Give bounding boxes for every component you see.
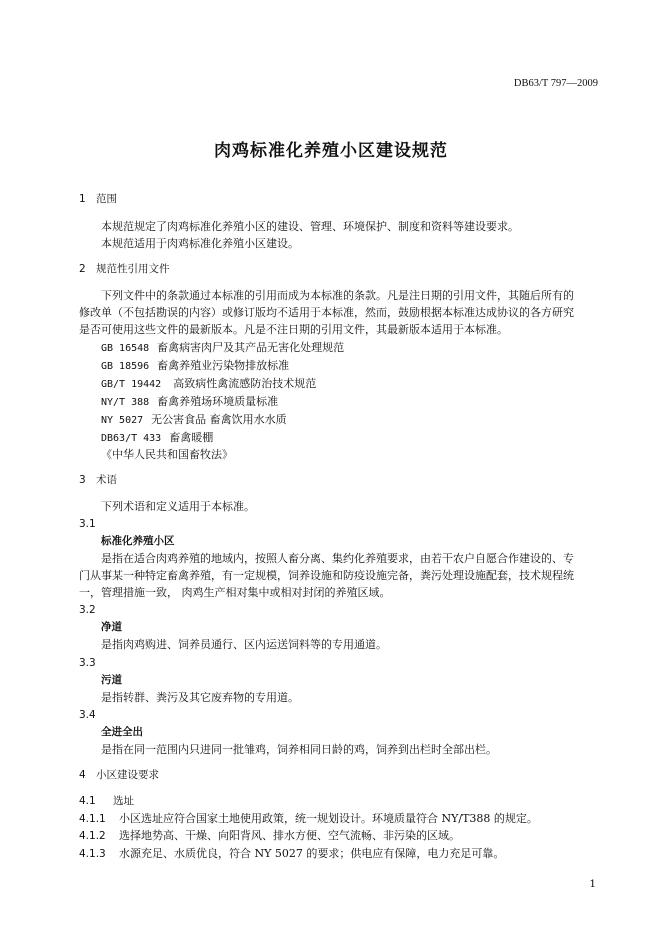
term-name: 污道 xyxy=(101,674,122,686)
reference-title: 畜禽养殖业污染物排放标准 xyxy=(157,359,290,372)
reference-title: 高致病性禽流感防治技术规范 xyxy=(173,377,317,390)
section-title: 术语 xyxy=(96,474,117,486)
clause-number: 4.1.3 xyxy=(79,848,106,860)
section-2-heading xyxy=(79,262,170,277)
paragraph-line: 修改单（不包括勘误的内容）或修订版均不适用于本标准，然而，鼓励根据本标准达成协议的各方研究 xyxy=(79,306,574,319)
section-title: 小区建设要求 xyxy=(96,769,159,781)
definition-line: 是指在同一范围内只进同一批雏鸡，饲养相同日龄的鸡，饲养到出栏时全部出栏。 xyxy=(101,743,497,756)
definition-line: 门从事某一种特定畜禽养殖，有一定规模，饲养设施和防疫设施完备，粪污处理设施配套，技术规程统 xyxy=(79,569,574,582)
paragraph-line: 下列文件中的条款通过本标准的引用而成为本标准的条款。凡是注日期的引用文件，其随后所有的 xyxy=(101,289,574,302)
section-title: 范围 xyxy=(96,193,117,205)
reference-title: 无公害食品 畜禽饮用水水质 xyxy=(151,413,287,426)
clause-text: 水源充足、水质优良，符合 NY 5027 的要求；供电应有保障，电力充足可靠。 xyxy=(119,847,505,860)
standard-code: DB63/T 797—2009 xyxy=(513,78,598,89)
section-3-heading xyxy=(79,473,117,488)
reference-title: 畜禽暖棚 xyxy=(169,431,214,444)
term-number: 3.1 xyxy=(79,518,96,530)
paragraph: 本规范适用于肉鸡标准化养殖小区建设。 xyxy=(101,237,299,250)
clause xyxy=(79,811,538,827)
reference-code: GB 18596 xyxy=(101,361,150,372)
reference-item xyxy=(101,358,289,374)
term-name: 净道 xyxy=(101,621,122,633)
reference-code: DB63/T 433 xyxy=(101,433,162,444)
subsection-title: 选址 xyxy=(113,795,134,807)
page-number: 1 xyxy=(589,878,596,890)
reference-item xyxy=(101,376,316,392)
section-number: 3 xyxy=(79,474,86,486)
section-4-heading xyxy=(79,768,159,783)
reference-item xyxy=(101,340,344,356)
clause xyxy=(79,846,504,862)
term-name: 标准化养殖小区 xyxy=(101,535,175,547)
reference-item xyxy=(101,412,287,428)
term-number: 3.3 xyxy=(79,657,96,669)
reference-code: NY/T 388 xyxy=(101,397,150,408)
section-number: 2 xyxy=(79,263,86,275)
paragraph: 下列术语和定义适用于本标准。 xyxy=(101,500,255,513)
reference-code: NY 5027 xyxy=(101,415,144,426)
clause-number: 4.1.1 xyxy=(79,813,106,825)
document-title: 肉鸡标准化养殖小区建设规范 xyxy=(214,141,448,161)
clause-text: 选择地势高、干燥、向阳背风、排水方便、空气流畅、非污染的区域。 xyxy=(119,829,460,842)
subsection-number: 4.1 xyxy=(79,795,96,807)
definition-line: 是指在适合肉鸡养殖的地域内，按照人畜分离、集约化养殖要求，由若干农户自愿合作建设的、专 xyxy=(101,552,574,565)
section-title: 规范性引用文件 xyxy=(96,263,170,275)
clause xyxy=(79,828,460,844)
reference-law: 《中华人民共和国畜牧法》 xyxy=(101,448,233,461)
section-number: 1 xyxy=(79,193,86,205)
reference-code: GB/T 19442 xyxy=(101,379,162,390)
reference-item xyxy=(101,430,213,446)
term-number: 3.4 xyxy=(79,709,96,721)
term-name: 全进全出 xyxy=(101,726,143,738)
section-number: 4 xyxy=(79,769,86,781)
clause-text: 小区选址应符合国家土地使用政策，统一规划设计。环境质量符合 NY/T388 的规定。 xyxy=(119,812,538,825)
section-1-heading xyxy=(79,192,117,207)
term-number: 3.2 xyxy=(79,604,96,616)
definition-line: 是指肉鸡购进、饲养员通行、区内运送饲料等的专用通道。 xyxy=(101,638,387,651)
definition-line: 一，管理措施一致， 肉鸡生产相对集中或相对封闭的养殖区域。 xyxy=(79,586,391,599)
definition-line: 是指转群、粪污及其它废弃物的专用道。 xyxy=(101,691,299,704)
reference-item xyxy=(101,394,278,410)
clause-number: 4.1.2 xyxy=(79,830,106,842)
paragraph-line: 是否可使用这些文件的最新版本。凡是不注日期的引用文件，其最新版本适用于本标准。 xyxy=(79,323,508,336)
reference-title: 畜禽养殖场环境质量标准 xyxy=(157,395,279,408)
paragraph: 本规范规定了肉鸡标准化养殖小区的建设、管理、环境保护、制度和资料等建设要求。 xyxy=(101,220,519,233)
reference-title: 畜禽病害肉尸及其产品无害化处理规范 xyxy=(157,341,345,354)
subsection-heading xyxy=(79,794,134,809)
reference-code: GB 16548 xyxy=(101,343,150,354)
